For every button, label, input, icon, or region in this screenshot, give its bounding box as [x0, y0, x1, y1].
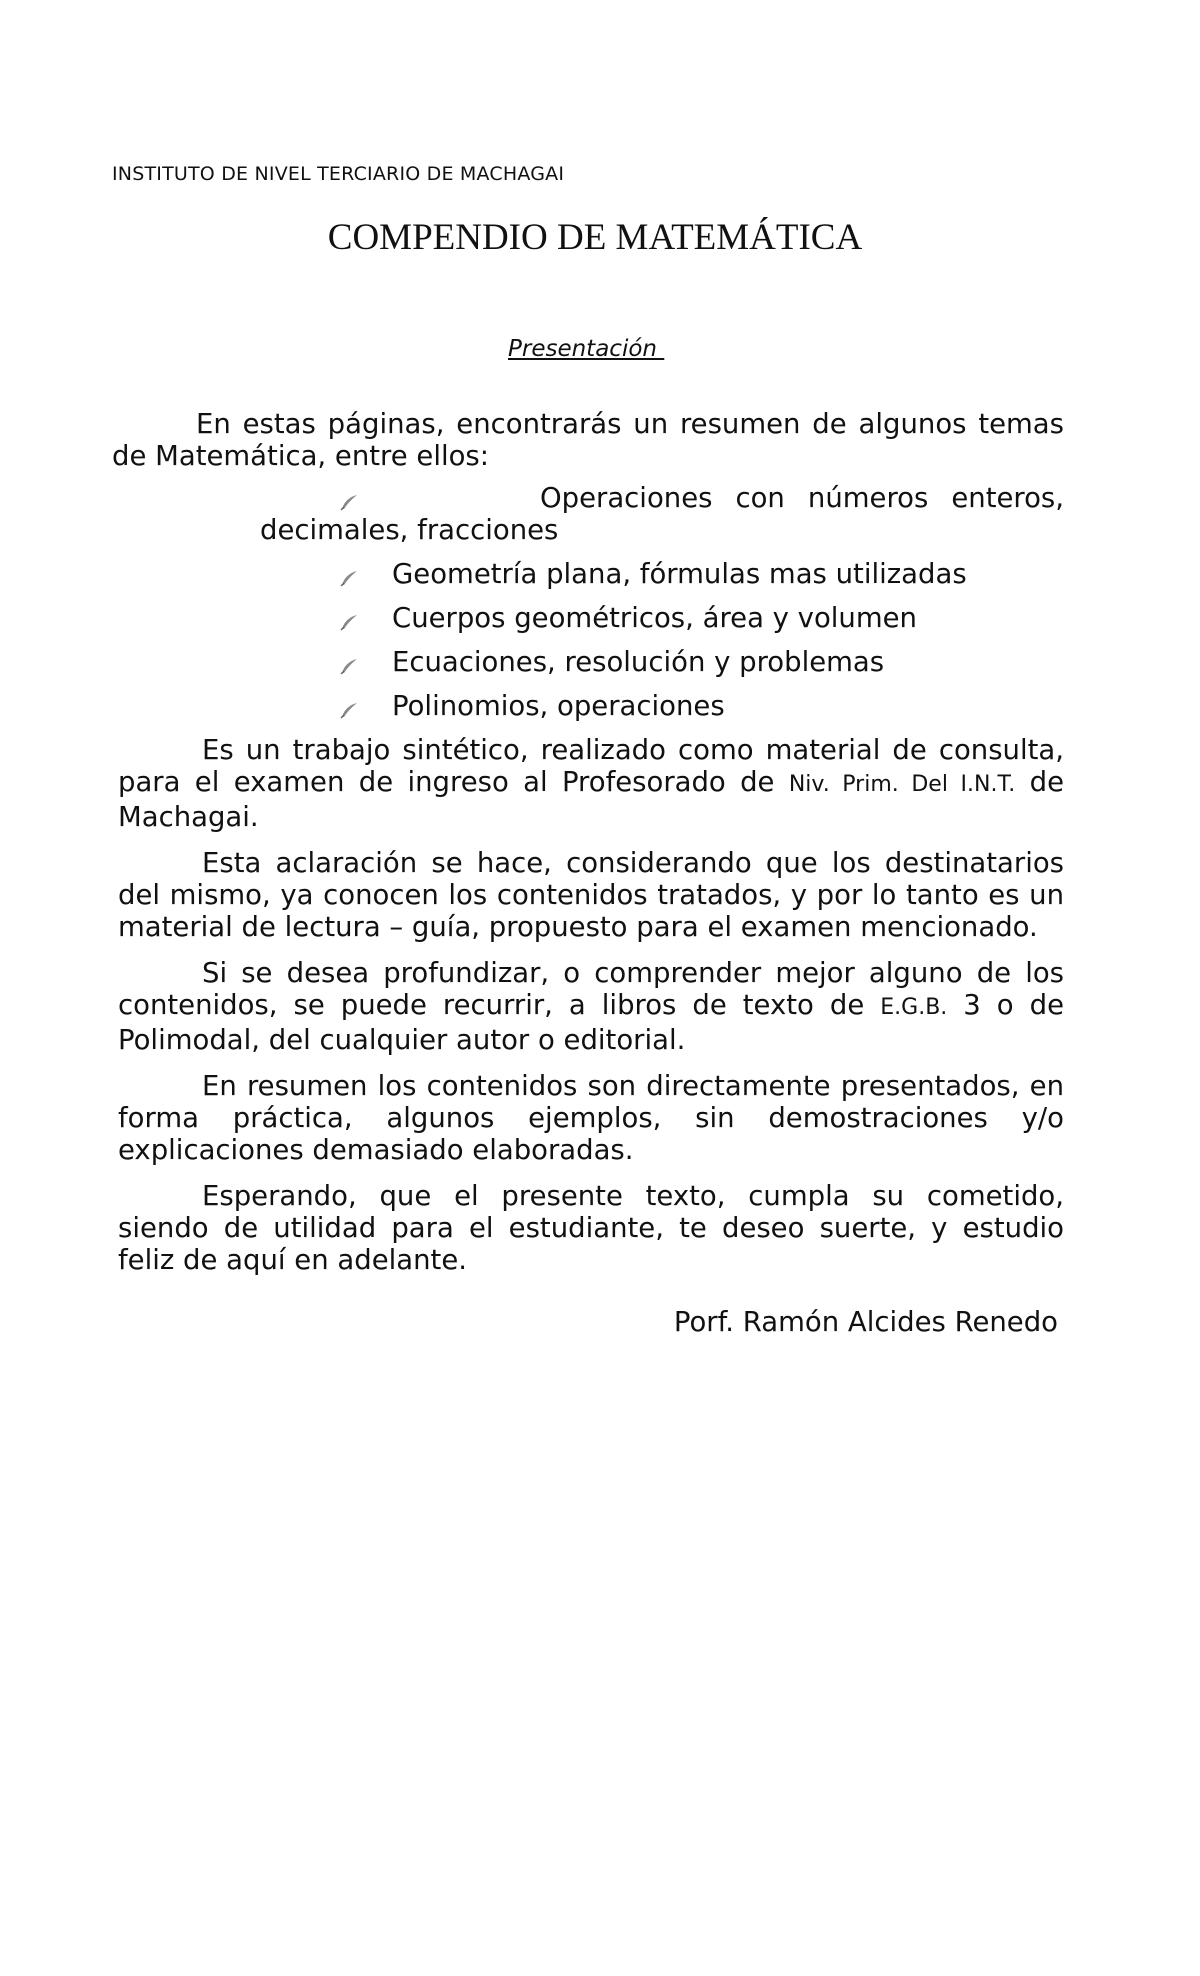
intro-paragraph: En estas páginas, encontrarás un resumen de algunos temas de Matemática, entre ellos: [112, 408, 1064, 472]
paragraph-summary: En resumen los contenidos son directamente presentados, en forma práctica, algunos ejemplos, sin demostraciones y/o explicaciones demasiado elaboradas. [118, 1070, 1064, 1166]
institute-name: INSTITUTO DE NIVEL TERCIARIO DE MACHAGAI [112, 163, 565, 185]
paragraph-clarification: Esta aclaración se hace, considerando que los destinatarios del mismo, ya conocen los contenidos tratados, y por lo tanto es un material de lectura – guía, propuesto para el examen mencionado. [118, 847, 1064, 943]
topic-label: Operaciones con números enteros, decimales, fracciones [260, 482, 1064, 546]
quill-bullet-icon [338, 611, 360, 633]
topic-label: Ecuaciones, resolución y problemas [392, 646, 885, 678]
document-title: COMPENDIO DE MATEMÁTICA [327, 217, 863, 258]
program-abbreviation: Niv. Prim. Del I.N.T. [788, 772, 1016, 797]
list-item [112, 558, 1064, 590]
paragraph-purpose-text: Es un trabajo sintético, realizado como material de consulta, para el examen de ingreso al Profesorado de [118, 734, 1064, 798]
paragraph-further-reading-end: 3 o de Polimodal, del cualquier autor o editorial. [118, 989, 1065, 1056]
paragraph-further-reading-text: Si se desea profundizar, o comprender mejor alguno de los contenidos, se puede recurrir, a libros de texto de [118, 957, 1064, 1021]
topic-label: Geometría plana, fórmulas mas utilizadas [392, 558, 967, 590]
list-item [112, 690, 1064, 722]
body-text [112, 408, 1064, 1352]
paragraph-purpose [112, 734, 1064, 833]
paragraph-closing: Esperando, que el presente texto, cumpla su cometido, siendo de utilidad para el estudiante, te deseo suerte, y estudio feliz de aquí en adelante. [118, 1180, 1064, 1276]
paragraph-further-reading [112, 957, 1064, 1056]
quill-bullet-icon [338, 655, 360, 677]
egb-abbreviation: E.G.B. [880, 995, 948, 1020]
list-item [112, 602, 1064, 634]
topics-list [112, 482, 1064, 722]
paragraph-purpose-end: de Machagai. [118, 766, 1065, 833]
section-subtitle: Presentación [508, 336, 665, 362]
quill-bullet-icon [338, 491, 360, 513]
author-signature: Porf. Ramón Alcides Renedo [673, 1306, 1058, 1338]
topic-label: Cuerpos geométricos, área y volumen [392, 602, 917, 634]
quill-bullet-icon [338, 699, 360, 721]
list-item [260, 482, 1064, 546]
list-item [112, 646, 1064, 678]
topic-label: Polinomios, operaciones [392, 690, 725, 722]
quill-bullet-icon [338, 567, 360, 589]
